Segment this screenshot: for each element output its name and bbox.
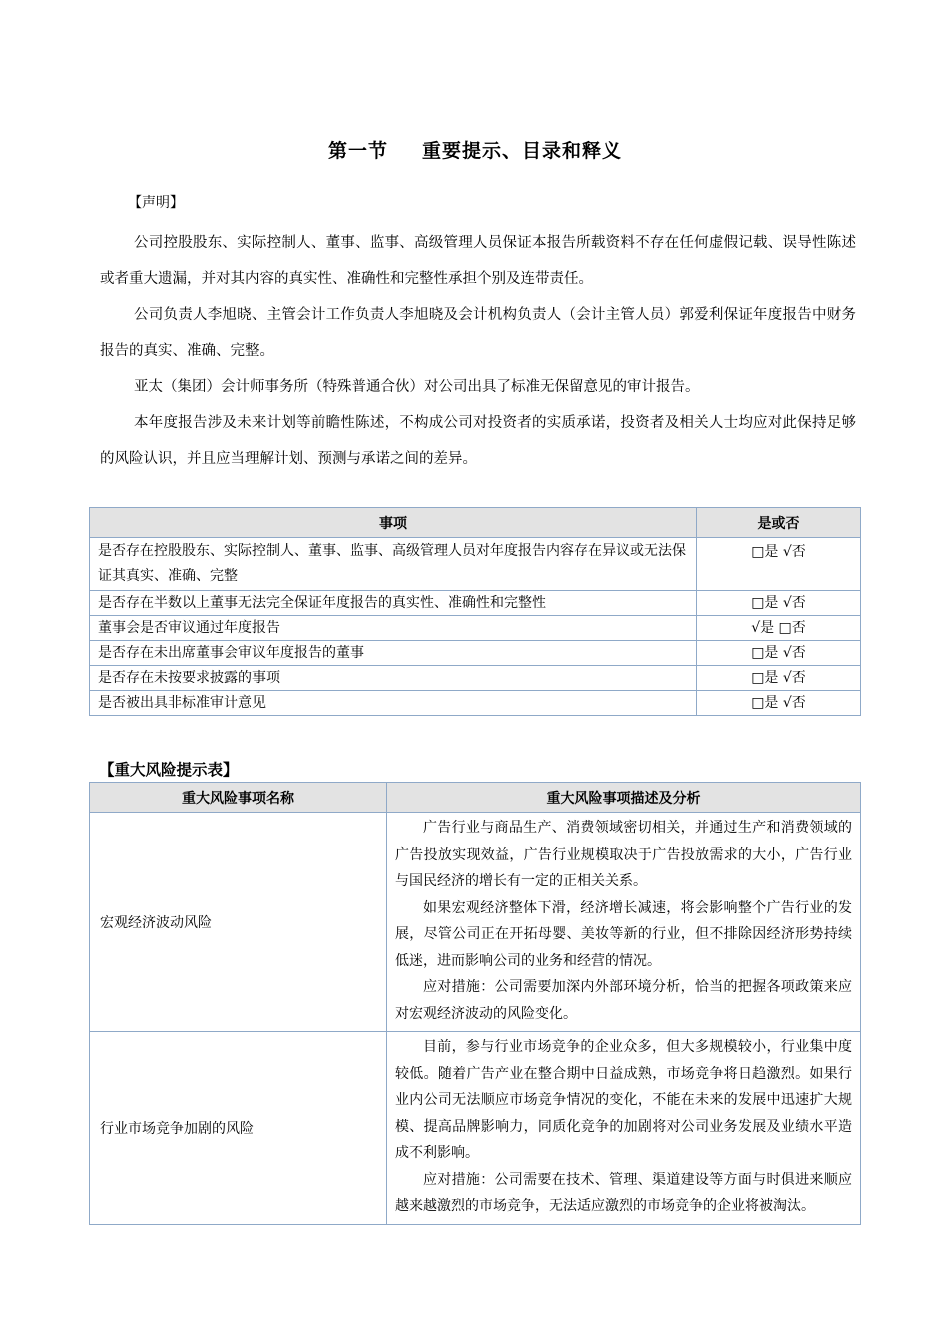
risk-table-heading: 【重大风险提示表】 (99, 761, 239, 779)
answer-cell: □是 √否 (697, 641, 861, 666)
declaration-paragraph: 亚太（集团）会计师事务所（特殊普通合伙）对公司出具了标准无保留意见的审计报告。 (134, 379, 700, 395)
table-row (90, 1032, 861, 1225)
table-header-row (90, 783, 861, 813)
column-header: 重大风险事项描述及分析 (387, 783, 861, 813)
declaration-paragraph: 本年度报告涉及未来计划等前瞻性陈述，不构成公司对投资者的实质承诺，投资者及相关人士均应对此保持足够的风险认识，并且应当理解计划、预测与承诺之间的差异。 (100, 415, 856, 467)
table-row (90, 691, 861, 716)
section-heading: 重要提示、目录和释义 (422, 140, 623, 162)
table-row (90, 591, 861, 616)
item-cell: 是否存在未按要求披露的事项 (90, 666, 697, 691)
confirmation-table (89, 507, 861, 716)
risk-paragraph: 目前，参与行业市场竞争的企业众多，但大多规模较小，行业集中度较低。随着广告产业在整合期中日益成熟，市场竞争将日趋激烈。如果行业内公司无法顺应市场竞争情况的变化，不能在未来的发展中迅速扩大规模、提高品牌影响力，同质化竞争的加剧将对公司业务发展及业绩水平造成不利影响。 (395, 1039, 852, 1161)
declaration-paragraph: 公司负责人李旭晓、主管会计工作负责人李旭晓及会计机构负责人（会计主管人员）郭爱利保证年度报告中财务报告的真实、准确、完整。 (100, 307, 856, 359)
answer-cell: □是 √否 (697, 591, 861, 616)
declaration-label: 【声明】 (128, 195, 184, 211)
section-title (0, 136, 950, 163)
declaration-paragraph: 公司控股股东、实际控制人、董事、监事、高级管理人员保证本报告所载资料不存在任何虚假记载、误导性陈述或者重大遗漏，并对其内容的真实性、准确性和完整性承担个别及连带责任。 (100, 235, 856, 287)
item-cell: 是否被出具非标准审计意见 (90, 691, 697, 716)
answer-cell: √是 □否 (697, 616, 861, 641)
section-number: 第一节 (327, 140, 388, 162)
table-header-row (90, 508, 861, 538)
risk-name-cell: 宏观经济波动风险 (90, 813, 387, 1032)
table-row (90, 538, 861, 591)
column-header: 是或否 (697, 508, 861, 538)
table-row (90, 616, 861, 641)
table-row (90, 813, 861, 1032)
item-cell: 是否存在未出席董事会审议年度报告的董事 (90, 641, 697, 666)
answer-cell: □是 √否 (697, 666, 861, 691)
answer-cell: □是 √否 (697, 691, 861, 716)
risk-paragraph: 如果宏观经济整体下滑，经济增长减速，将会影响整个广告行业的发展，尽管公司正在开拓母婴、美妆等新的行业，但不排除因经济形势持续低迷，进而影响公司的业务和经营的情况。 (395, 899, 852, 969)
item-cell: 是否存在控股股东、实际控制人、董事、监事、高级管理人员对年度报告内容存在异议或无法保证其真实、准确、完整 (90, 538, 697, 591)
column-header: 重大风险事项名称 (90, 783, 387, 813)
risk-paragraph: 广告行业与商品生产、消费领域密切相关，并通过生产和消费领域的广告投放实现效益，广告行业规模取决于广告投放需求的大小，广告行业与国民经济的增长有一定的正相关关系。 (395, 820, 852, 889)
answer-cell: □是 √否 (697, 538, 861, 591)
risk-paragraph: 应对措施：公司需要加深内外部环境分析，恰当的把握各项政策来应对宏观经济波动的风险变化。 (395, 979, 852, 1022)
table-row (90, 666, 861, 691)
risk-paragraph: 应对措施：公司需要在技术、管理、渠道建设等方面与时俱进来顺应越来越激烈的市场竞争，无法适应激烈的市场竞争的企业将被淘汰。 (395, 1171, 852, 1214)
table-row (90, 641, 861, 666)
item-cell: 是否存在半数以上董事无法完全保证年度报告的真实性、准确性和完整性 (90, 591, 697, 616)
column-header: 事项 (90, 508, 697, 538)
risk-table (89, 782, 861, 1225)
item-cell: 董事会是否审议通过年度报告 (90, 616, 697, 641)
risk-name-cell: 行业市场竞争加剧的风险 (90, 1032, 387, 1225)
risk-description-cell (387, 813, 861, 1032)
risk-description-cell (387, 1032, 861, 1225)
